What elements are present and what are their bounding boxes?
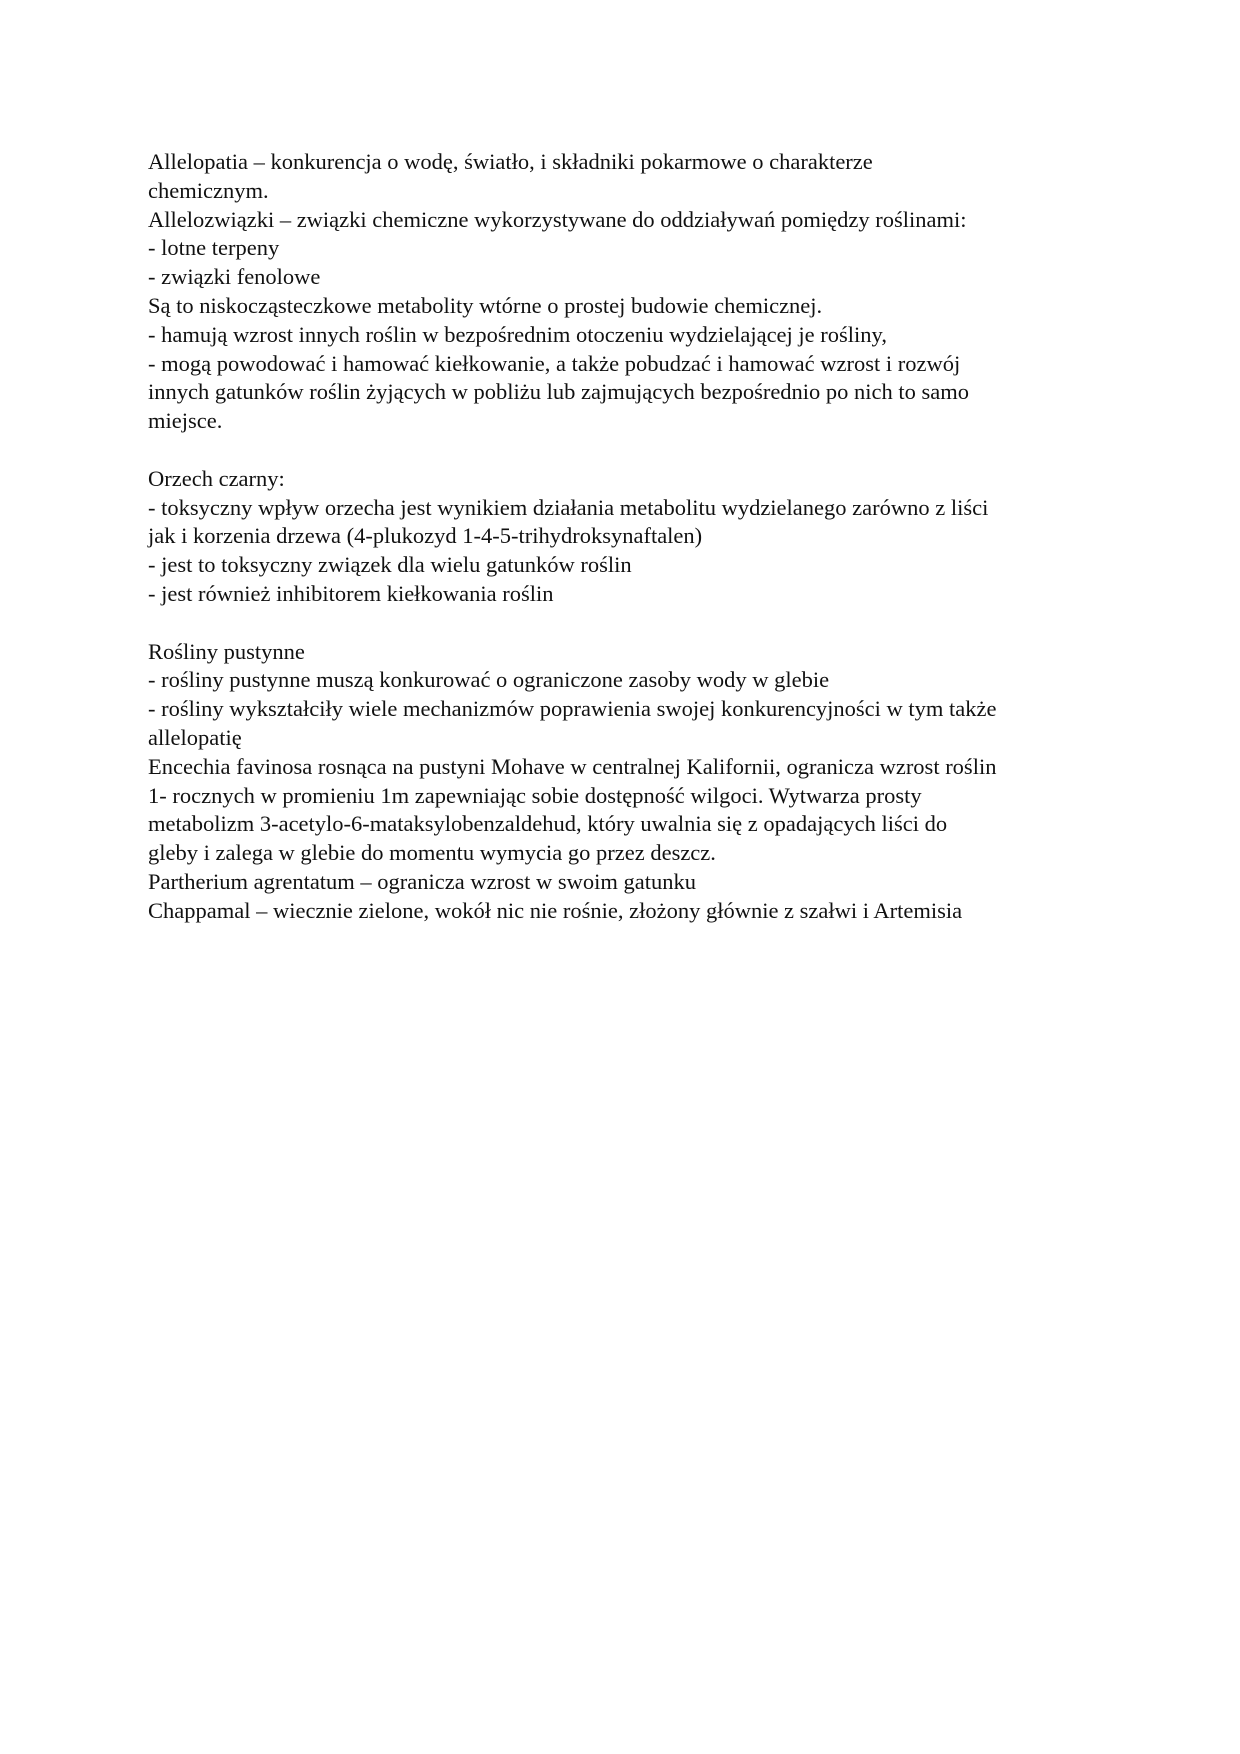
text-line: gleby i zalega w glebie do momentu wymycia go przez deszcz. (148, 840, 716, 866)
text-line: - mogą powodować i hamować kiełkowanie, a także pobudzać i hamować wzrost i rozwój (148, 350, 961, 376)
text-line: - jest to toksyczny związek dla wielu gatunków roślin (148, 552, 632, 578)
text-line: - lotne terpeny (148, 235, 280, 261)
text-line: - toksyczny wpływ orzecha jest wynikiem działania metabolitu wydzielanego zarówno z liści (148, 494, 989, 520)
text-line: allelopatię (148, 724, 242, 750)
text-line: Partherium agrentatum – ogranicza wzrost w swoim gatunku (148, 868, 696, 894)
text-line: Chappamal – wiecznie zielone, wokół nic nie rośnie, złożony głównie z szałwi i Artemisia (148, 897, 963, 923)
blank-line (148, 436, 1108, 465)
section-heading-rosliny: Rośliny pustynne (148, 638, 305, 664)
text-line: - związki fenolowe (148, 264, 321, 290)
text-line: - rośliny pustynne muszą konkurować o ograniczone zasoby wody w glebie (148, 667, 830, 693)
text-line: Allelozwiązki – związki chemiczne wykorzystywane do oddziaływań pomiędzy roślinami: (148, 206, 967, 232)
text-line: 1- rocznych w promieniu 1m zapewniając sobie dostępność wilgoci. Wytwarza prosty (148, 782, 922, 808)
text-line: Encechia favinosa rosnąca na pustyni Mohave w centralnej Kalifornii, ogranicza wzrost roślin (148, 753, 997, 779)
document-body (148, 148, 1108, 926)
text-line: miejsce. (148, 408, 223, 434)
section-heading-orzech: Orzech czarny: (148, 465, 285, 491)
text-line: innych gatunków roślin żyjących w pobliżu lub zajmujących bezpośrednio po nich to samo (148, 379, 970, 405)
text-line: - hamują wzrost innych roślin w bezpośrednim otoczeniu wydzielającej je rośliny, (148, 321, 887, 347)
text-line: - jest również inhibitorem kiełkowania roślin (148, 580, 554, 606)
text-line: - rośliny wykształciły wiele mechanizmów poprawienia swojej konkurencyjności w tym także (148, 696, 997, 722)
text-line: metabolizm 3-acetylo-6-mataksylobenzaldehud, który uwalnia się z opadających liści do (148, 811, 948, 837)
text-line: jak i korzenia drzewa (4-plukozyd 1-4-5-trihydroksynaftalen) (148, 523, 703, 549)
blank-line (148, 609, 1108, 638)
text-line: Allelopatia – konkurencja o wodę, światło, i składniki pokarmowe o charakterze (148, 149, 873, 174)
text-line: Są to niskocząsteczkowe metabolity wtórne o prostej budowie chemicznej. (148, 292, 823, 318)
text-line: chemicznym. (148, 177, 269, 203)
